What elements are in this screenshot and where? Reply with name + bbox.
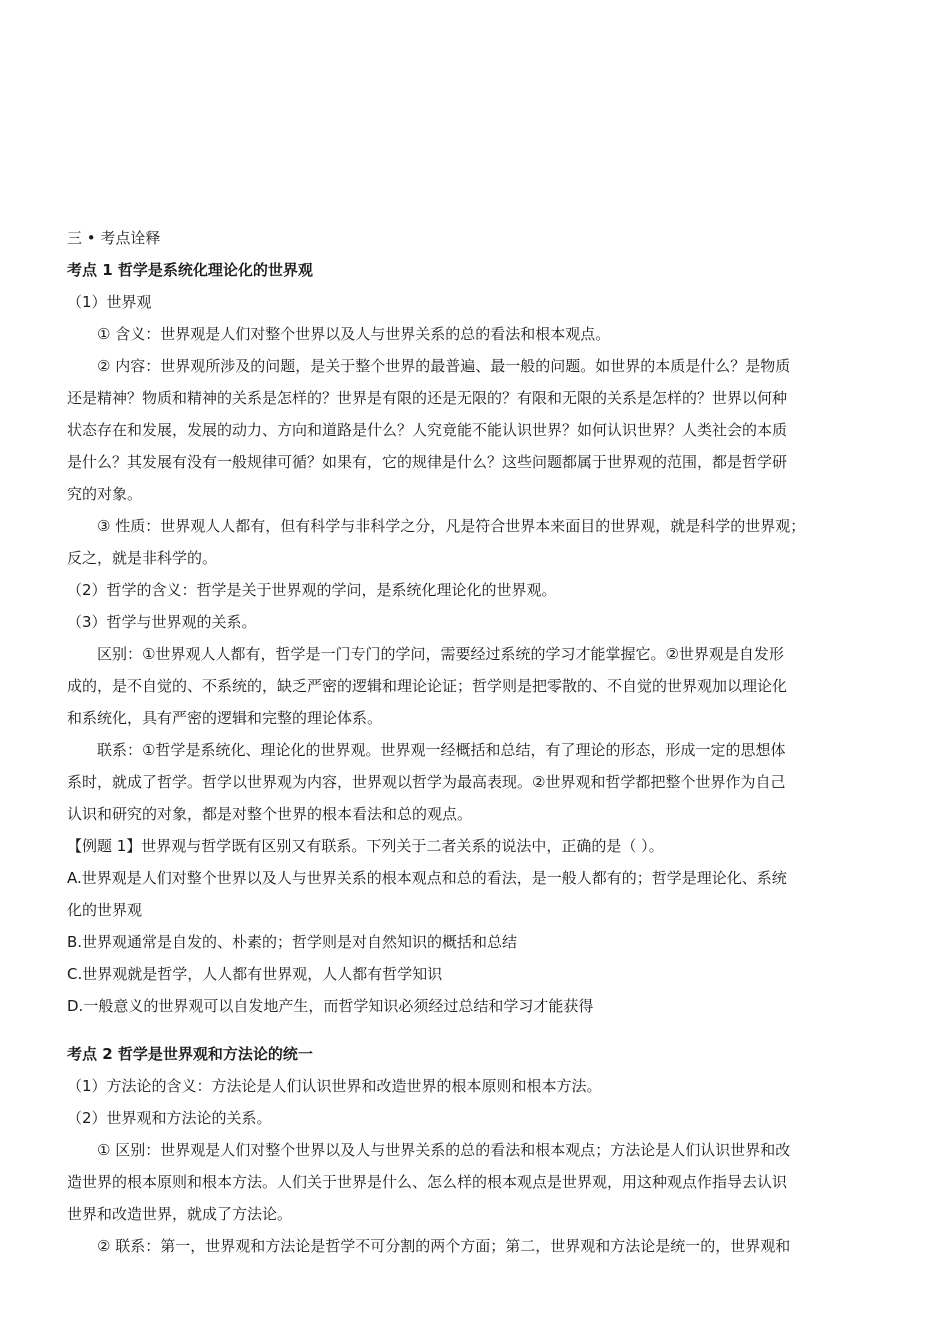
point1-item2-line: 究的对象。 bbox=[67, 485, 143, 503]
point1-link-line: 认识和研究的对象，都是对整个世界的根本看法和总的观点。 bbox=[67, 805, 473, 823]
point2-item1-line: ① 区别：世界观是人们对整个世界以及人与世界关系的总的看法和根本观点；方法论是人们认识世界和改 bbox=[97, 1141, 791, 1159]
option-c: C.世界观就是哲学，人人都有世界观，人人都有哲学知识 bbox=[67, 965, 443, 983]
spacer bbox=[67, 1022, 885, 1038]
option-b: B.世界观通常是自发的、朴素的；哲学则是对自然知识的概括和总结 bbox=[67, 933, 518, 951]
point1-link-line: 系时，就成了哲学。哲学以世界观为内容，世界观以哲学为最高表现。②世界观和哲学都把整个世界作为自己 bbox=[67, 773, 786, 791]
point2-heading: 考点 2 哲学是世界观和方法论的统一 bbox=[67, 1045, 313, 1063]
point1-item2-line: 状态存在和发展，发展的动力、方向和道路是什么？人究竟能不能认识世界？如何认识世界？人类社会的本质 bbox=[67, 421, 788, 439]
point2-item1-line: 世界和改造世界，就成了方法论。 bbox=[67, 1205, 293, 1223]
section-title: 三 • 考点诠释 bbox=[67, 229, 161, 247]
point2-sub1: （1）方法论的含义：方法论是人们认识世界和改造世界的根本原则和根本方法。 bbox=[67, 1077, 602, 1095]
point1-diff-line: 成的，是不自觉的、不系统的，缺乏严密的逻辑和理论论证；哲学则是把零散的、不自觉的世界观加以理论化 bbox=[67, 677, 788, 695]
point2-item2: ② 联系：第一，世界观和方法论是哲学不可分割的两个方面；第二，世界观和方法论是统一的，世界观和 bbox=[97, 1237, 791, 1255]
option-a-line: A.世界观是人们对整个世界以及人与世界关系的根本观点和总的看法，是一般人都有的；哲学是理论化、系统 bbox=[67, 869, 787, 887]
point1-sub1: （1）世界观 bbox=[67, 293, 152, 311]
point1-item3-line: 反之，就是非科学的。 bbox=[67, 549, 218, 567]
point1-item2-line: 还是精神？物质和精神的关系是怎样的？世界是有限的还是无限的？有限和无限的关系是怎样的？世界以何种 bbox=[67, 389, 788, 407]
point1-diff-line: 和系统化，具有严密的逻辑和完整的理论体系。 bbox=[67, 709, 383, 727]
example-question: 【例题 1】世界观与哲学既有区别又有联系。下列关于二者关系的说法中，正确的是（ ）。 bbox=[67, 837, 664, 855]
point1-item2-line: 是什么？其发展有没有一般规律可循？如果有，它的规律是什么？这些问题都属于世界观的范围，都是哲学研 bbox=[67, 453, 788, 471]
point1-link-line: 联系：①哲学是系统化、理论化的世界观。世界观一经概括和总结，有了理论的形态，形成一定的思想体 bbox=[97, 741, 786, 759]
point1-item3-line: ③ 性质：世界观人人都有，但有科学与非科学之分，凡是符合世界本来面目的世界观，就是科学的世界观； bbox=[97, 517, 806, 535]
point1-item1: ① 含义：世界观是人们对整个世界以及人与世界关系的总的看法和根本观点。 bbox=[97, 325, 611, 343]
point2-item1-line: 造世界的根本原则和根本方法。人们关于世界是什么、怎么样的根本观点是世界观，用这种观点作指导去认识 bbox=[67, 1173, 788, 1191]
point1-heading: 考点 1 哲学是系统化理论化的世界观 bbox=[67, 261, 313, 279]
point1-item2-line: ② 内容：世界观所涉及的问题，是关于整个世界的最普遍、最一般的问题。如世界的本质是什么？是物质 bbox=[97, 357, 791, 375]
document-page bbox=[67, 222, 885, 1262]
point1-sub2: （2）哲学的含义：哲学是关于世界观的学问，是系统化理论化的世界观。 bbox=[67, 581, 557, 599]
point2-sub2: （2）世界观和方法论的关系。 bbox=[67, 1109, 272, 1127]
point1-diff-line: 区别：①世界观人人都有，哲学是一门专门的学问，需要经过系统的学习才能掌握它。②世界观是自发形 bbox=[97, 645, 784, 663]
option-d: D.一般意义的世界观可以自发地产生，而哲学知识必须经过总结和学习才能获得 bbox=[67, 997, 594, 1015]
option-a-line: 化的世界观 bbox=[67, 901, 143, 919]
point1-sub3: （3）哲学与世界观的关系。 bbox=[67, 613, 257, 631]
